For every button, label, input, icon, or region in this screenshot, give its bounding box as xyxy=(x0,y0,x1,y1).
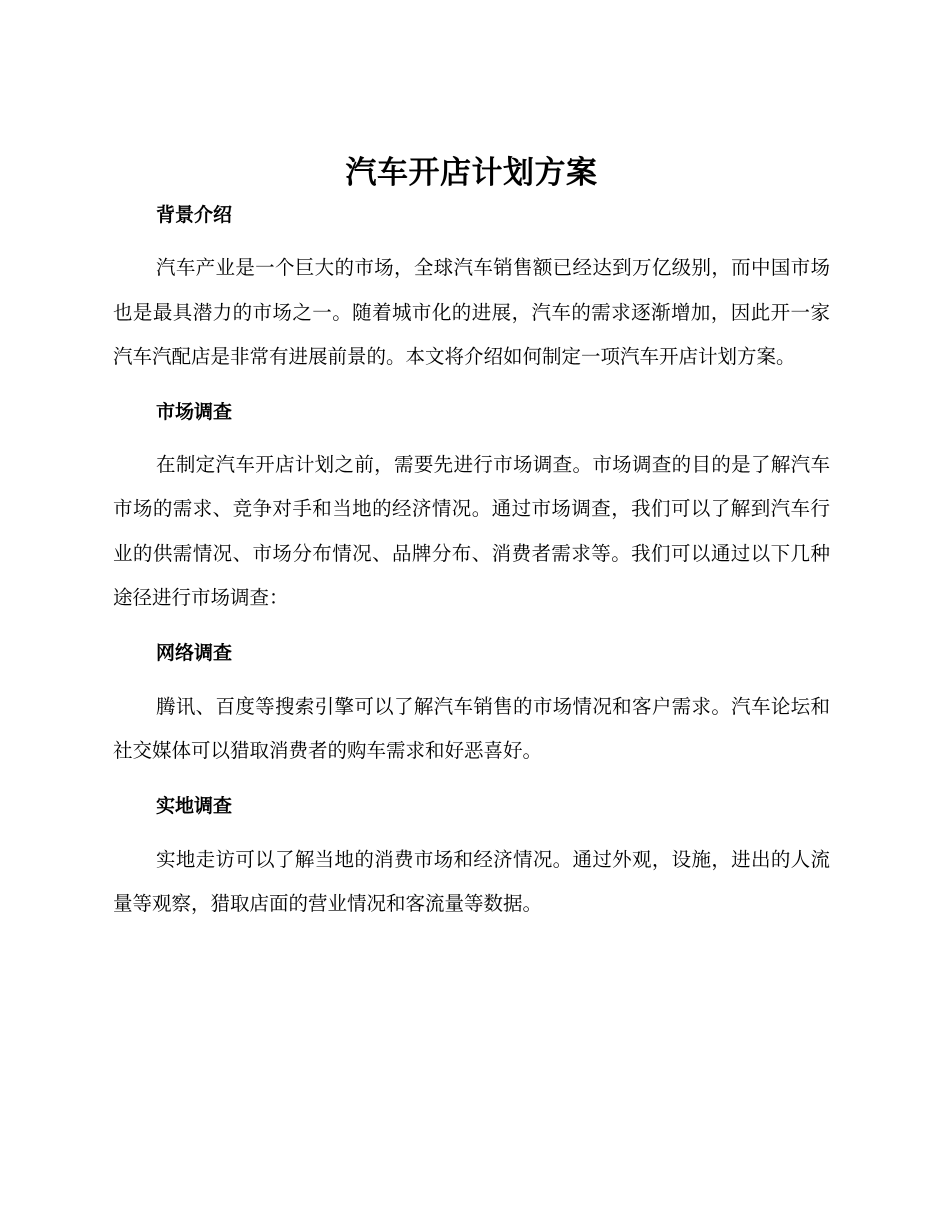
section-heading-background: 背景介绍 xyxy=(156,204,233,226)
section-heading-field-research: 实地调查 xyxy=(156,794,233,817)
section-paragraph-field-research: 实地走访可以了解当地的消费市场和经济情况。通过外观，设施，进出的人流量等观察，猎取店面的营业情况和客流量等数据。 xyxy=(113,847,830,915)
section-heading-market-research: 市场调查 xyxy=(156,400,233,423)
section-paragraph-online-research: 腾讯、百度等搜索引擎可以了解汽车销售的市场情况和客户需求。汽车论坛和社交媒体可以猎取消费者的购车需求和好恶喜好。 xyxy=(113,694,830,762)
document-title: 汽车开店计划方案 xyxy=(345,155,598,191)
section-heading-online-research: 网络调查 xyxy=(156,641,233,664)
section-paragraph-market-research: 在制定汽车开店计划之前，需要先进行市场调查。市场调查的目的是了解汽车市场的需求、竞争对手和当地的经济情况。通过市场调查，我们可以了解到汽车行业的供需情况、市场分布情况、品牌分布、消费者需求等。我们可以通过以下几种途径进行市场调查： xyxy=(113,452,830,609)
section-paragraph-background: 汽车产业是一个巨大的市场，全球汽车销售额已经达到万亿级别，而中国市场也是最具潜力的市场之一。随着城市化的进展，汽车的需求逐渐增加，因此开一家汽车汽配店是非常有进展前景的。本文将介绍如何制定一项汽车开店计划方案。 xyxy=(113,256,830,368)
